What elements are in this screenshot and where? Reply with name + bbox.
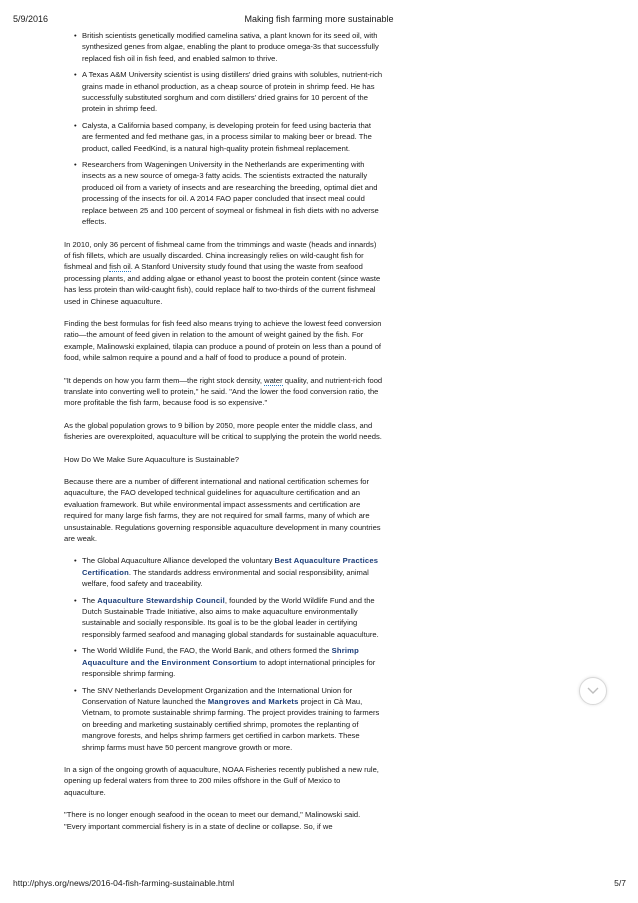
paragraph-text: . A Stanford University study found that using the waste from seafood processing plants, and adding algae or ethanol yeast to boost the protein content (since waste has less protein than wild-caught fish), could replace half to two-thirds of the current fishmeal used in Chinese aquaculture.	[64, 262, 381, 306]
item-text: . The standards address environmental and social responsibility, animal welfare, food safety and traceability.	[82, 567, 369, 589]
list-item: • British scientists genetically modified camelina sativa, a plant known for its seed oil, with synthesized genes from algae, enabling the plant to produce omega-3s that successfully replaced fish oil in fish feed, and enabled salmon to thrive.	[74, 30, 384, 64]
article-body	[64, 30, 384, 843]
scroll-down-button[interactable]	[579, 677, 607, 705]
paragraph-text: "It depends on how you farm them—the right stock density,	[64, 375, 265, 385]
item-text: The World Wildlife Fund, the FAO, the World Bank, and others formed the	[82, 646, 332, 656]
item-text: The	[82, 595, 98, 605]
list-item	[74, 595, 384, 641]
certification-list	[64, 555, 384, 753]
shrimp-consortium-link[interactable]: Shrimp Aquaculture and the Environment Consortium	[82, 646, 359, 667]
subheading: How Do We Make Sure Aquaculture is Sustainable?	[64, 454, 240, 464]
item-text: project in Cà Mau, Vietnam, to promote sustainable shrimp farming. The project provides training to farmers on breeding and marketing sustainably certified shrimp, promotes the replanting of mangrove forests, and helps shrimp farmers get certified in carbon markets. These shrimp farms must have 50 percent mangrove growth or more.	[82, 696, 380, 752]
fish-oil-link[interactable]: fish oil	[109, 262, 131, 272]
footer-page-number: 5/7	[614, 878, 626, 888]
bap-certification-link[interactable]: Best Aquaculture Practices Certification	[82, 556, 379, 577]
list-item: • Researchers from Wageningen University in the Netherlands are experimenting with insects as a new source of omega-3 fatty acids. The scientists extracted the naturally produced oil from a variety of insects and are researching the breeding, optimal diet and processing of the insects for oil. A 2014 FAO paper concluded that insect meal could replace between 25 and 100 percent of soymeal or fishmeal in fish diets with no adverse effects.	[74, 159, 384, 227]
paragraph-text: quality, and nutrient-rich food translate into converting well to protein," he said. "And the lower the food conversion ratio, the more profitable the fish farm, because food is so expensive."	[64, 375, 383, 408]
asc-link[interactable]: Aquaculture Stewardship Council	[97, 595, 225, 605]
header-title: Making fish farming more sustainable	[244, 14, 394, 24]
item-text: , founded by the World Wildlife Fund and the Dutch Sustainable Trade Initiative, also aims to make aquaculture environmentally sustainable and socially responsible. Its goal is to be the global leader in certifying responsibly farmed seafood and managing global standards for sustainable aquaculture.	[82, 595, 379, 639]
list-item: • Calysta, a California based company, is developing protein for feed using bacteria that are fermented and fed methane gas, in a process similar to making beer or bread. The product, called FeedKind, is a natural high-quality protein fishmeal replacement.	[74, 120, 384, 154]
paragraph-conversion-ratio: Finding the best formulas for fish feed also means trying to achieve the lowest feed conversion ratio—the amount of feed given in relation to the amount of weight gained by the fish. For example, Malinowski explained, tilapia can produce a pound of protein on less than a pound of food, while salmon require a pound and a half of food to produce a pound of protein.	[64, 318, 382, 363]
list-item: • A Texas A&M University scientist is using distillers' dried grains with solubles, nutrient-rich grains made in ethanol production, as a cheap source of protein in shrimp feed. He has successfully substituted sorghum and corn distillers' dried grains for 10 percent of the protein in shrimp feed.	[74, 69, 384, 115]
header-date: 5/9/2016	[13, 14, 49, 24]
water-link[interactable]: water	[264, 375, 283, 385]
footer-url: http://phys.org/news/2016-04-fish-farming-sustainable.html	[13, 878, 235, 888]
mangroves-markets-link[interactable]: Mangroves and Markets	[207, 696, 299, 706]
item-text: The Global Aquaculture Alliance developed the voluntary	[82, 556, 275, 566]
list-item	[74, 645, 384, 679]
feed-innovations-list	[64, 30, 384, 228]
paragraph-certification: Because there are a number of different international and national certification schemes for aquaculture, the FAO developed technical guidelines for aquaculture certification and an evaluation framework. But while environmental impact assessments and certification are required for many large fish farms, they are not required for small farms, many of which are unsustainable. Regulations governing responsible aquaculture development in many countries are weak.	[64, 477, 381, 544]
paragraph-fishmeal	[64, 239, 384, 307]
paragraph-population: As the global population grows to 9 billion by 2050, more people enter the middle class, and fisheries are overexploited, aquaculture will be critical to supplying the protein the world needs.	[64, 420, 382, 442]
paragraph-noaa: In a sign of the ongoing growth of aquaculture, NOAA Fisheries recently published a new rule, opening up federal waters from three to 200 miles offshore in the Gulf of Mexico to aquaculture.	[64, 764, 379, 797]
list-item	[74, 555, 384, 589]
paragraph-quote	[64, 375, 384, 409]
chevron-down-icon	[587, 687, 599, 695]
paragraph-closing-quote: "There is no longer enough seafood in the ocean to meet our demand," Malinowski said. "Every important commercial fishery is in a state of decline or collapse. So, if we	[64, 810, 361, 831]
item-text: The SNV Netherlands Development Organization and the International Union for Conservation of Nature launched the	[82, 685, 353, 706]
paragraph-text: In 2010, only 36 percent of fishmeal came from the trimmings and waste (heads and innards) of fish fillets, which are usually discarded. China increasingly relies on wild-caught fish for fishmeal and	[64, 239, 377, 272]
list-item	[74, 685, 384, 753]
item-text: to adopt international principles for responsible shrimp farming.	[82, 657, 376, 679]
